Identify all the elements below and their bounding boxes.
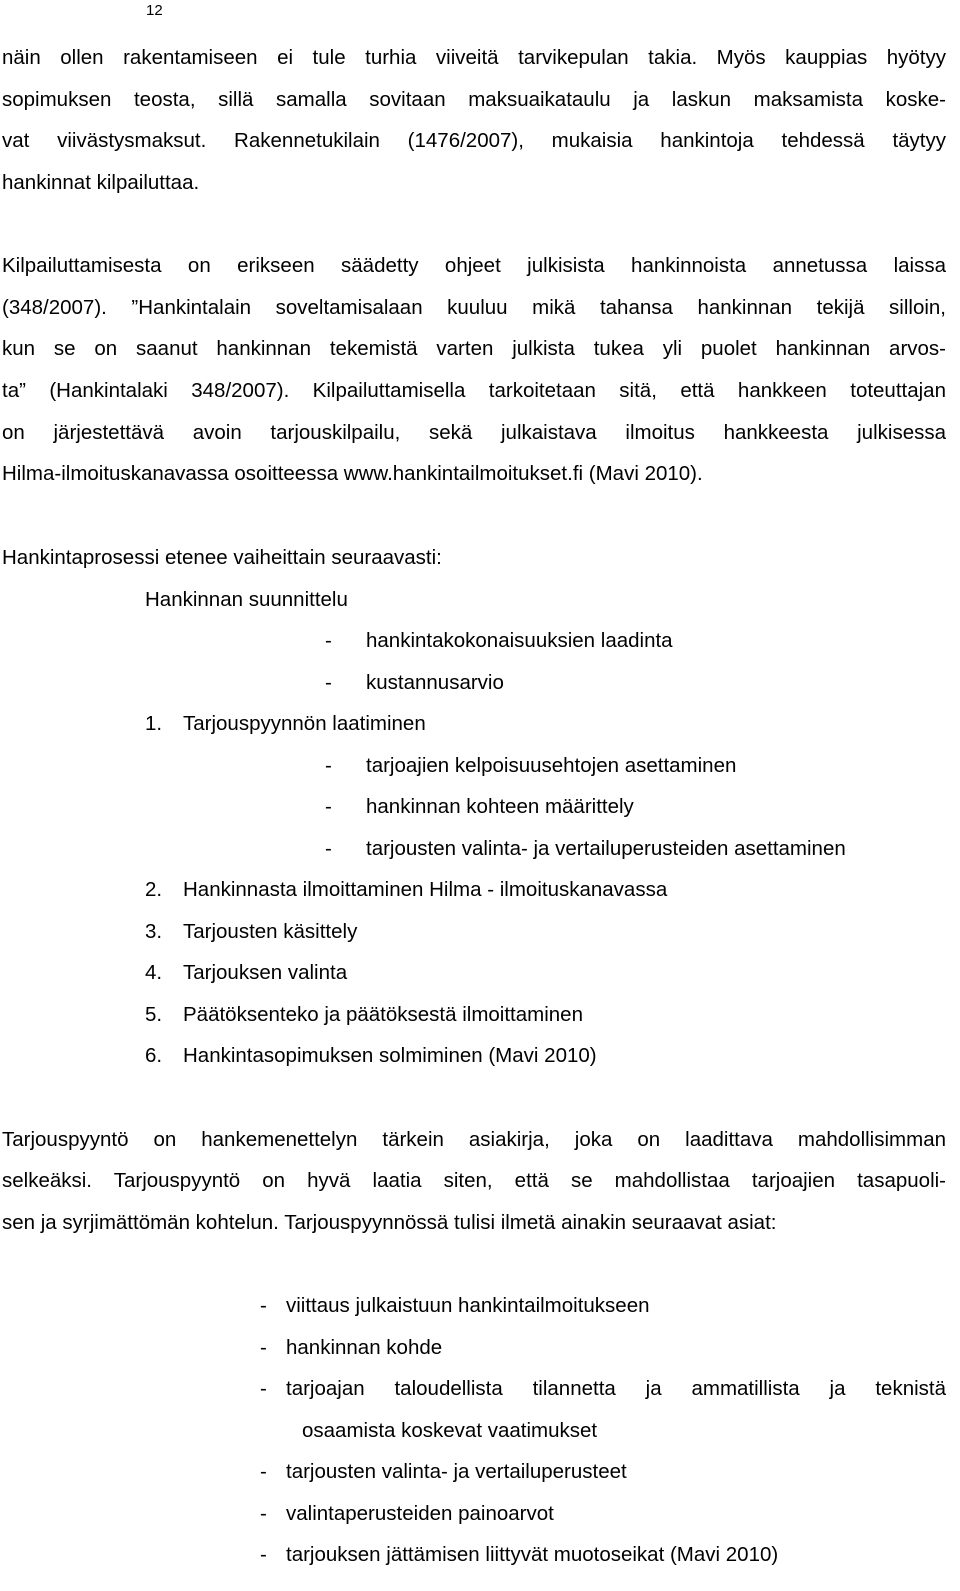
step1-item: tarjoajien kelpoisuusehtojen asettaminen	[366, 754, 737, 777]
bullet-item-continuation: osaamista koskevat vaatimukset	[302, 1419, 598, 1442]
list-dash: -	[260, 1543, 267, 1566]
paragraph-line: Tarjouspyyntö on hankemenettelyn tärkein asiakirja, joka on laadittava mahdollisimman	[2, 1128, 946, 1151]
bullet-item: hankinnan kohde	[286, 1336, 443, 1359]
paragraph-line: Kilpailuttamisesta on erikseen säädetty ohjeet julkisista hankinnoista annetussa laissa	[2, 254, 946, 277]
list-dash: -	[325, 754, 332, 777]
list-dash: -	[325, 671, 332, 694]
paragraph-line: näin ollen rakentamiseen ei tule turhia viiveitä tarvikepulan takia. Myös kauppias hyötyy	[2, 46, 946, 69]
bullet-item: tarjouksen jättämisen liittyvät muotoseikat (Mavi 2010)	[286, 1543, 779, 1566]
paragraph-line: sopimuksen teosta, sillä samalla sovitaan maksuaikataulu ja laskun maksamista koske-	[2, 88, 946, 111]
step1-item: tarjousten valinta- ja vertailuperusteiden asettaminen	[366, 837, 846, 860]
step1-item: hankinnan kohteen määrittely	[366, 795, 634, 818]
list-dash: -	[260, 1502, 267, 1525]
step-text: Päätöksenteko ja päätöksestä ilmoittaminen	[183, 1003, 583, 1026]
paragraph-line: kun se on saanut hankinnan tekemistä varten julkista tukea yli puolet hankinnan arvos-	[2, 337, 946, 360]
process-intro: Hankintaprosessi etenee vaiheittain seuraavasti:	[2, 546, 442, 569]
bullet-item: tarjousten valinta- ja vertailuperusteet	[286, 1460, 627, 1483]
planning-item: hankintakokonaisuuksien laadinta	[366, 629, 673, 652]
planning-title: Hankinnan suunnittelu	[145, 588, 348, 611]
list-dash: -	[325, 837, 332, 860]
step-number: 1.	[145, 712, 163, 735]
bullet-item: viittaus julkaistuun hankintailmoitukseen	[286, 1294, 650, 1317]
step-number: 2.	[145, 878, 163, 901]
step-number: 5.	[145, 1003, 163, 1026]
list-dash: -	[325, 629, 332, 652]
paragraph-line: Hilma-ilmoituskanavassa osoitteessa www.hankintailmoitukset.fi (Mavi 2010).	[2, 462, 703, 485]
step-text: Tarjousten käsittely	[183, 920, 358, 943]
planning-item: kustannusarvio	[366, 671, 504, 694]
paragraph-line: hankinnat kilpailuttaa.	[2, 171, 200, 194]
step-number: 3.	[145, 920, 163, 943]
page-number: 12	[146, 2, 163, 19]
paragraph-line: on järjestettävä avoin tarjouskilpailu, sekä julkaistava ilmoitus hankkeesta julkisessa	[2, 421, 946, 444]
paragraph-line: sen ja syrjimättömän kohtelun. Tarjouspyynnössä tulisi ilmetä ainakin seuraavat asiat:	[2, 1211, 777, 1234]
list-dash: -	[260, 1460, 267, 1483]
step-text: Hankinnasta ilmoittaminen Hilma - ilmoituskanavassa	[183, 878, 668, 901]
step-number: 4.	[145, 961, 163, 984]
bullet-item: valintaperusteiden painoarvot	[286, 1502, 554, 1525]
paragraph-line: (348/2007). ”Hankintalain soveltamisalaan kuuluu mikä tahansa hankinnan tekijä silloin,	[2, 296, 946, 319]
step-number: 6.	[145, 1044, 163, 1067]
paragraph-line: vat viivästysmaksut. Rakennetukilain (1476/2007), mukaisia hankintoja tehdessä täytyy	[2, 129, 946, 152]
list-dash: -	[325, 795, 332, 818]
step-text: Hankintasopimuksen solmiminen (Mavi 2010)	[183, 1044, 597, 1067]
paragraph-line: ta” (Hankintalaki 348/2007). Kilpailuttamisella tarkoitetaan sitä, että hankkeen toteuttajan	[2, 379, 946, 402]
list-dash: -	[260, 1336, 267, 1359]
list-dash: -	[260, 1377, 267, 1400]
paragraph-line: selkeäksi. Tarjouspyyntö on hyvä laatia siten, että se mahdollistaa tarjoajien tasapuoli-	[2, 1169, 946, 1192]
step-text: Tarjouksen valinta	[183, 961, 348, 984]
step-text: Tarjouspyynnön laatiminen	[183, 712, 426, 735]
bullet-item: tarjoajan taloudellista tilannetta ja ammatillista ja teknistä	[286, 1377, 946, 1400]
list-dash: -	[260, 1294, 267, 1317]
